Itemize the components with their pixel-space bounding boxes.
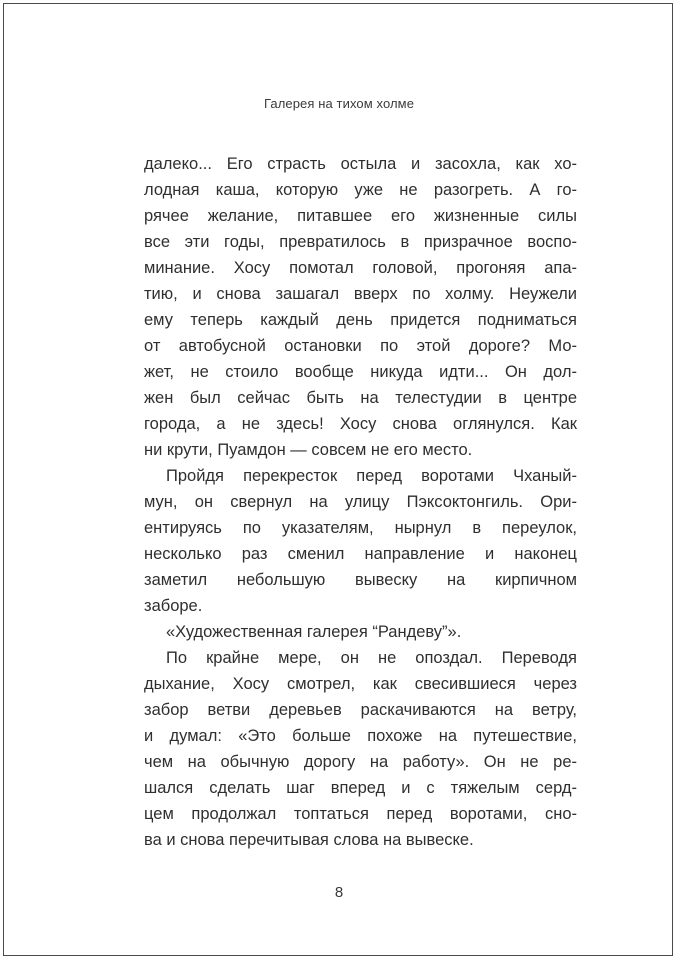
text-line: чем на обычную дорогу на работу». Он не ре- [144, 753, 577, 771]
text-line: ентируясь по указателям, нырнул в переулок, [144, 519, 577, 537]
text-line: заметил небольшую вывеску на кирпичном [144, 571, 577, 589]
text-line: от автобусной остановки по этой дороге? Мо- [144, 337, 577, 355]
text-line: «Художественная галерея “Рандеву”». [166, 623, 462, 641]
text-line: минание. Хосу помотал головой, прогоняя апа- [144, 259, 577, 277]
book-page [3, 3, 673, 956]
text-line: По крайне мере, он не опоздал. Переводя [166, 649, 577, 667]
text-line: ва и снова перечитывая слова на вывеске. [144, 831, 474, 849]
text-line: заборе. [144, 597, 203, 615]
text-line: и думал: «Это больше похоже на путешествие, [144, 727, 577, 745]
text-line: жет, не стоило вообще никуда идти... Он дол- [144, 363, 577, 381]
text-line: тию, и снова зашагал вверх по холму. Неужели [144, 285, 577, 303]
text-line: жен был сейчас быть на телестудии в центре [144, 389, 577, 407]
text-line: шался сделать шаг вперед и с тяжелым серд- [144, 779, 577, 797]
text-line: цем продолжал топтаться перед воротами, сно- [144, 805, 577, 823]
text-line: рячее желание, питавшее его жизненные силы [144, 207, 577, 225]
text-line: далеко... Его страсть остыла и засохла, как хо- [144, 155, 577, 173]
text-line: лодная каша, которую уже не разогреть. А го- [144, 181, 577, 199]
text-line: ни крути, Пуамдон — совсем не его место. [144, 441, 473, 459]
text-line: Пройдя перекресток перед воротами Чханый- [166, 467, 577, 485]
text-line: города, а не здесь! Хосу снова оглянулся. Как [144, 415, 577, 433]
text-line: ему теперь каждый день придется подниматься [144, 311, 577, 329]
body-text [144, 151, 577, 853]
text-line: забор ветви деревьев раскачиваются на ветру, [144, 701, 577, 719]
text-line: дыхание, Хосу смотрел, как свесившиеся через [144, 675, 577, 693]
running-header-title: Галерея на тихом холме [263, 96, 415, 111]
text-line: все эти годы, превратилось в призрачное воспо- [144, 233, 577, 251]
text-line: мун, он свернул на улицу Пэксоктонгиль. Ори- [144, 493, 577, 511]
text-line: несколько раз сменил направление и наконец [144, 545, 577, 563]
page-number: 8 [334, 884, 344, 901]
